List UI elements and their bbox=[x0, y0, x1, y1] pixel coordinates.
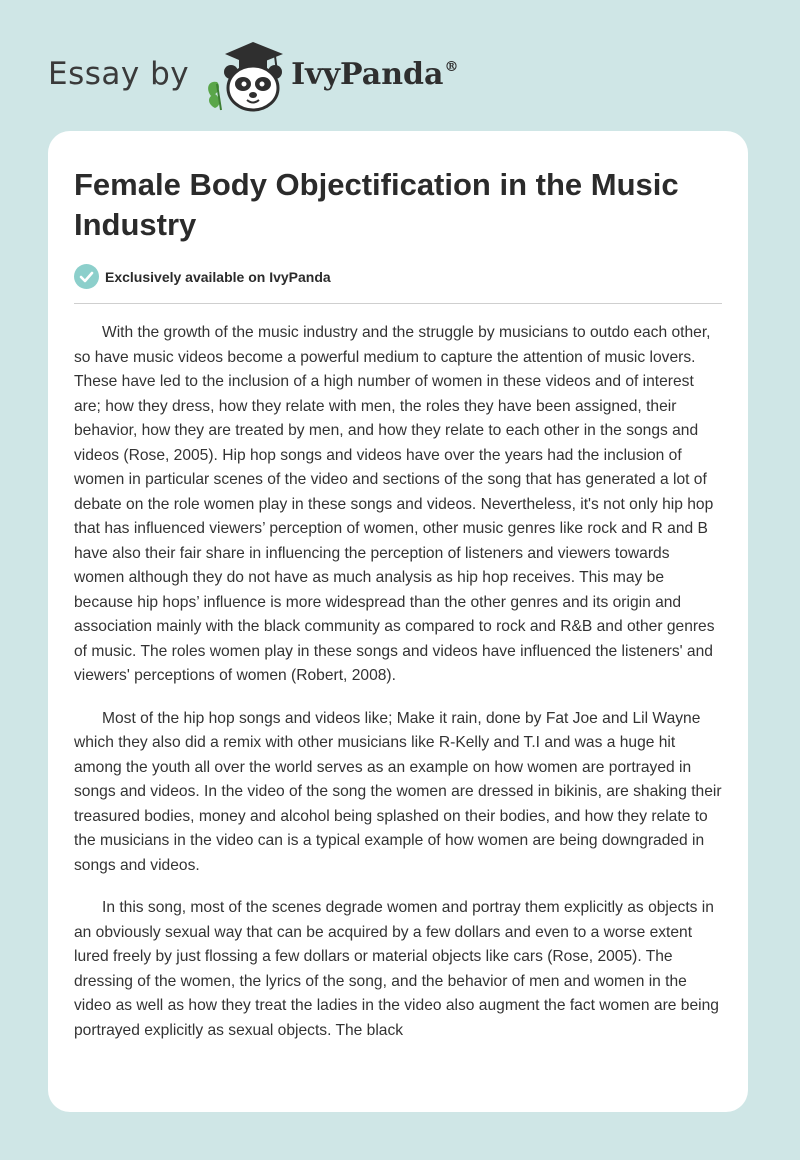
paragraph-1: With the growth of the music industry and the struggle by musicians to outdo each other, so have music videos become a powerful medium to capture the attention of music lovers. These have led to the inclusion of a high number of women in these videos and of interest are; how they dress, how they relate with men, the roles they have been assigned, their behavior, how they are treated by men, and how they relate to each other in the songs and videos (Rose, 2005). Hip hop songs and videos have over the years had the inclusion of women in particular scenes of the video and sections of the song that has generated a lot of debate on the role women play in these songs and videos. Nevertheless, it's not only hip hop that has influenced viewers’ perception of women, other music genres like rock and R and B have also their fair share in influencing the perception of listeners and viewers towards women although they do not have as much analysis as hip hop receives. This may be because hip hops’ influence is more widespread than the other genres and its origin and association mainly with the black community as compared to rock and R&B and other genres of music. The roles women play in these songs and videos have influenced the listeners' and viewers' perceptions of women (Robert, 2008). bbox=[74, 324, 715, 684]
badge-label: Exclusively available on IvyPanda bbox=[105, 268, 331, 285]
exclusive-badge bbox=[74, 264, 331, 289]
divider bbox=[74, 303, 722, 304]
page-title: Female Body Objectification in the Music Industry bbox=[74, 167, 679, 242]
essay-by-label: Essay by bbox=[48, 56, 190, 92]
brand-name[interactable]: IvyPanda® bbox=[291, 56, 459, 92]
panda-graduate-logo-icon[interactable] bbox=[201, 34, 287, 114]
essay-body bbox=[74, 321, 724, 1061]
essay-card bbox=[48, 131, 748, 1112]
site-header bbox=[48, 34, 458, 114]
check-circle-icon bbox=[74, 264, 99, 289]
paragraph-3: In this song, most of the scenes degrade women and portray them explicitly as objects in an obviously sexual way that can be acquired by a few dollars and even to a worse extent lured freely by just flossing a few dollars or material objects like cars (Rose, 2005). The dressing of the women, the lyrics of the song, and the behavior of men and women in the video as well as how they treat the ladies in the video also augment the fact women are being portrayed explicitly as sexual objects. The black bbox=[74, 899, 719, 1039]
paragraph-2: Most of the hip hop songs and videos like; Make it rain, done by Fat Joe and Lil Wayne which they also did a remix with other musicians like R-Kelly and T.I and was a huge hit among the youth all over the world serves as an example on how women are portrayed in songs and videos. In the video of the song the women are dressed in bikinis, are shaking their treasured bodies, money and alcohol being splashed on their bodies, and how they relate to the musicians in the video can is a typical example of how women are being downgraded in songs and videos. bbox=[74, 709, 722, 874]
